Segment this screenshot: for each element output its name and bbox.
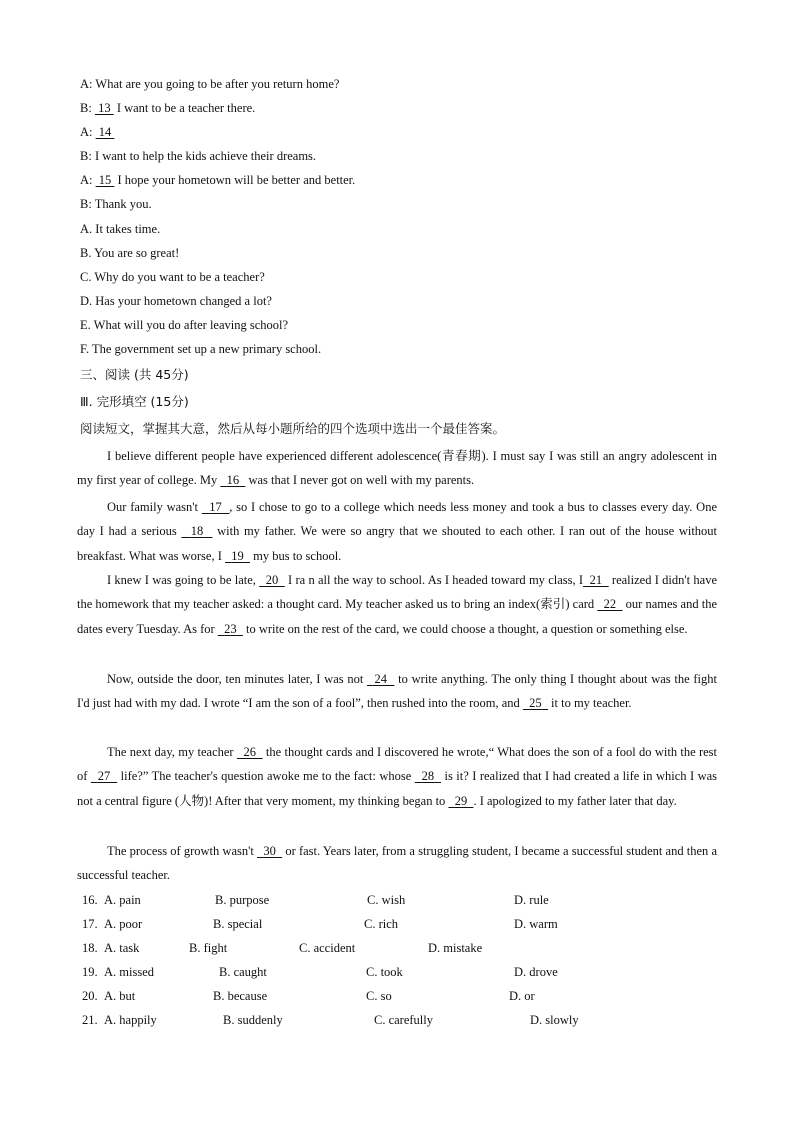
dialogue-line-5: [80, 172, 355, 188]
choice-b[interactable]: B. suddenly: [223, 1013, 283, 1027]
choice-b[interactable]: B. special: [213, 917, 263, 931]
dialogue-option-d: D. Has your hometown changed a lot?: [80, 294, 272, 308]
blank-25[interactable]: 25: [529, 696, 542, 711]
passage-paragraph-6: The process of growth wasn't 30 or fast. Years later, from a struggling student, I became a successful student and then a successful teacher.: [77, 844, 718, 883]
blank-18[interactable]: 18: [190, 524, 204, 539]
passage-paragraph-3: I knew I was going to be late, 20 I ra n all the way to school. As I headed toward my class, I 21 realized I didn't have the homework that my teacher asked: a thought card. My teacher asked us to bring an index(索引) card 22 our names and the dates every Tuesday. As for 23 to write on the rest of the card, we could choose a thought, a question or something else.: [77, 573, 718, 636]
speaker-label: A:: [80, 173, 93, 187]
choice-d[interactable]: D. slowly: [530, 1013, 579, 1027]
blank-28[interactable]: 28: [421, 769, 435, 784]
section-title: 三、阅读 (共 45分): [80, 367, 189, 382]
blank-24[interactable]: 24: [374, 672, 387, 686]
passage-paragraph-4: Now, outside the door, ten minutes later, I was not 24 to write anything. The only thing I thought about was the fight I'd just had with my dad. I wrote “I am the son of a fool”, then rushed into the room, and 25 it to my teacher.: [77, 672, 718, 711]
choice-c[interactable]: C. carefully: [374, 1013, 434, 1027]
choice-a[interactable]: A. task: [104, 941, 140, 955]
choice-d[interactable]: D. warm: [514, 917, 558, 931]
choice-c[interactable]: C. so: [366, 989, 392, 1003]
speaker-label: B:: [80, 149, 92, 163]
speaker-label: B:: [80, 197, 92, 211]
blank-16[interactable]: 16: [226, 473, 240, 488]
passage-paragraph-2: Our family wasn't 17 , so I chose to go to a college which needs less money and took a bus to classes every day. One day I had a serious 18 with my father. We were so angry that we shouted to each other. I ran out of the house without breakfast. What was worse, I 19 my bus to school.: [77, 500, 718, 563]
passage-paragraph-1: I believe different people have experienced different adolescence(青春期). I must say I was still an angry adolescent in my first year of college. My 16 was that I never got on well with my parents.: [77, 449, 717, 488]
choice-b[interactable]: B. because: [213, 989, 268, 1003]
dialogue-text: What are you going to be after you return home?: [95, 77, 340, 91]
choice-a[interactable]: A. poor: [104, 917, 143, 931]
dialogue-line-1: [80, 76, 339, 92]
question-number: 17.: [82, 917, 98, 931]
question-number: 18.: [82, 941, 98, 955]
dialogue-option-b: B. You are so great!: [80, 246, 180, 260]
choice-d[interactable]: D. rule: [514, 893, 549, 907]
choice-c[interactable]: C. wish: [367, 893, 406, 907]
question-number: 19.: [82, 965, 98, 979]
dialogue-text: I hope your hometown will be better and better.: [117, 173, 356, 187]
question-number: 21.: [82, 1013, 98, 1027]
choice-a[interactable]: A. but: [104, 989, 136, 1003]
dialogue-option-e: E. What will you do after leaving school?: [80, 318, 289, 332]
blank-13[interactable]: [95, 101, 114, 115]
choice-d[interactable]: D. or: [509, 989, 535, 1003]
blank-20[interactable]: 20: [265, 573, 279, 587]
blank-29[interactable]: 29: [454, 793, 468, 808]
blank-number: 13: [98, 101, 111, 115]
blank-19[interactable]: 19: [231, 548, 244, 563]
blank-21[interactable]: 21: [589, 573, 603, 587]
dialogue-option-f: F. The government set up a new primary school.: [80, 342, 322, 356]
choice-a[interactable]: A. pain: [104, 893, 141, 907]
question-number: 16.: [82, 893, 98, 907]
choice-d[interactable]: D. mistake: [428, 941, 483, 955]
blank-14[interactable]: [96, 125, 115, 139]
choice-b[interactable]: B. fight: [189, 941, 228, 955]
subsection-title: Ⅲ. 完形填空 (15分): [80, 394, 189, 409]
choice-a[interactable]: A. happily: [104, 1013, 157, 1027]
choice-c[interactable]: C. took: [366, 965, 403, 979]
dialogue-option-c: C. Why do you want to be a teacher?: [80, 270, 265, 284]
blank-27[interactable]: 27: [97, 769, 111, 784]
blank-number: 14: [98, 125, 112, 139]
dialogue-text: I want to help the kids achieve their dreams.: [94, 149, 317, 163]
dialogue-option-a: A. It takes time.: [80, 222, 161, 236]
choice-b[interactable]: B. purpose: [215, 893, 270, 907]
speaker-label: B:: [80, 101, 92, 115]
choice-b[interactable]: B. caught: [219, 965, 267, 979]
blank-22[interactable]: 22: [603, 597, 617, 612]
choice-c[interactable]: C. rich: [364, 917, 399, 931]
blank-30[interactable]: 30: [263, 844, 276, 858]
dialogue-line-4: [80, 148, 316, 164]
blank-23[interactable]: 23: [224, 621, 237, 636]
choice-d[interactable]: D. drove: [514, 965, 558, 979]
dialogue-line-6: [80, 196, 152, 212]
dialogue-line-2: [80, 100, 255, 116]
speaker-label: A:: [80, 77, 93, 91]
instruction-text: 阅读短文，掌握其大意，然后从每小题所给的四个选项中选出一个最佳答案。: [80, 421, 506, 436]
passage-paragraph-5: The next day, my teacher 26 the thought cards and I discovered he wrote,“ What does the son of a fool do with the rest of 27 life?” The teacher's question awoke me to the fact: whose 28 is it? I realized that I had created a life in which I was not a central figure (人物)! After that very moment, my thinking began to 29 . I apologized to my father later that day.: [77, 745, 718, 808]
dialogue-text: I want to be a teacher there.: [116, 101, 256, 115]
speaker-label: A:: [80, 125, 93, 139]
question-number: 20.: [82, 989, 98, 1003]
blank-26[interactable]: 26: [243, 745, 256, 759]
dialogue-text: Thank you.: [94, 197, 152, 211]
dialogue-line-3: [80, 124, 114, 140]
choice-a[interactable]: A. missed: [104, 965, 154, 979]
blank-number: 15: [98, 173, 112, 187]
blank-17[interactable]: 17: [209, 500, 222, 514]
choice-c[interactable]: C. accident: [299, 941, 356, 955]
blank-15[interactable]: [96, 173, 115, 187]
